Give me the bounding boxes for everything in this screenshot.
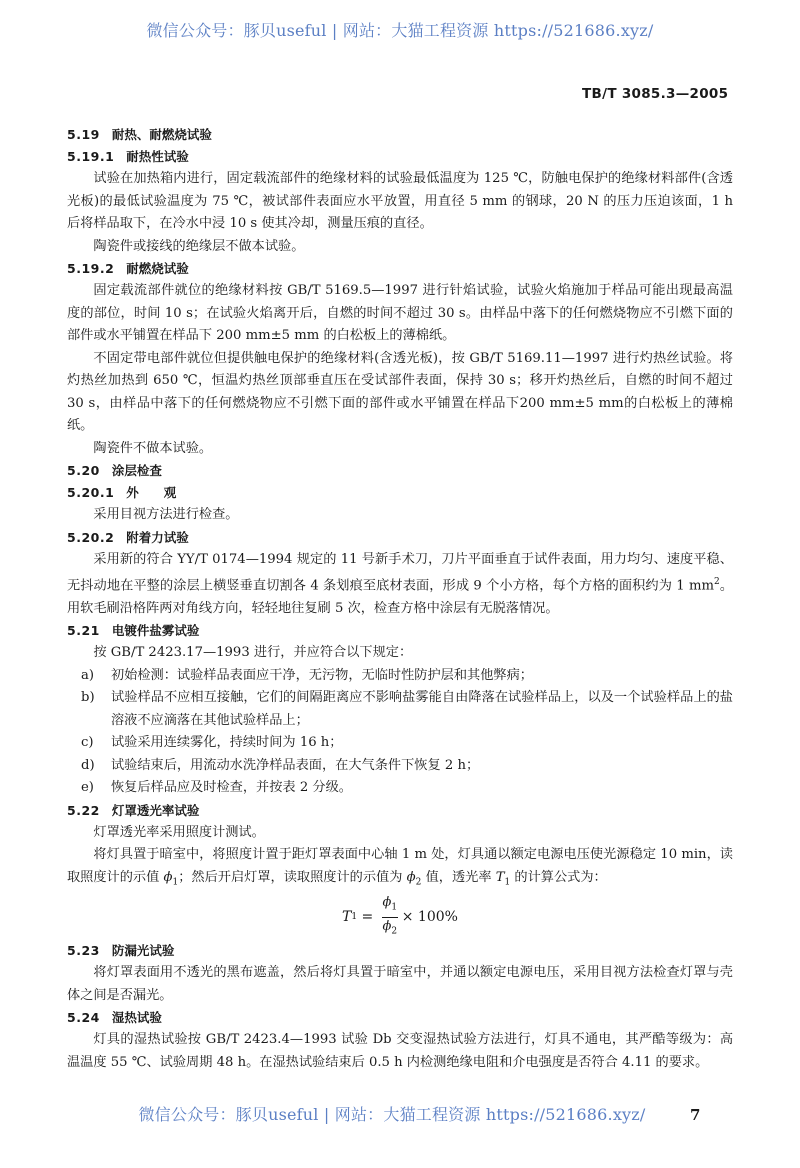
- list-item: b) 试验样品不应相互接触，它们的间隔距离应不影响盐雾能自由降落在试验样品上，以及一个试验样品上的盐溶液不应滴落在其他试验样品上；: [81, 690, 733, 728]
- heading-5-21: 5.21 电镀件盐雾试验: [67, 623, 200, 639]
- standard-code: TB/T 3085.3—2005: [582, 86, 729, 102]
- document-body: [67, 124, 733, 1074]
- paragraph: 陶瓷件或接线的绝缘层不做本试验。: [93, 238, 305, 254]
- heading-5-20-1: 5.20.1 外 观: [67, 485, 177, 500]
- paragraph: 灯具的湿热试验按 GB/T 2423.4—1993 试验 Db 交变湿热试验方法进行，灯具不通电，其严酷等级为：高温温度 55 ℃、试验周期 48 h。在湿热试验结束后 0.5 h 内检测绝缘电阻和介电强度是否符合 4.11 的要求。: [67, 1032, 733, 1070]
- heading-5-20: 5.20 涂层检查: [67, 463, 162, 478]
- list-item: c) 试验采用连续雾化，持续时间为 16 h；: [81, 735, 343, 751]
- paragraph: 试验在加热箱内进行，固定载流部件的绝缘材料的试验最低温度为 125 ℃，防触电保护的绝缘材料部件(含透光板)的最低试验温度为 75 ℃，被试部件表面应水平放置，用直径 5 mm 的钢球，20 N 的压力压迫该面，1 h 后将样品取下，在冷水中浸 10 s 使其冷却，测量压痕的直径。: [67, 171, 733, 231]
- heading-5-24: 5.24 湿热试验: [67, 1010, 162, 1026]
- list-item: a) 初始检测：试验样品表面应干净，无污物，无临时性防护层和其他弊病；: [81, 667, 533, 683]
- paragraph: 按 GB/T 2423.17—1993 进行，并应符合以下规定：: [93, 645, 413, 661]
- paragraph: 采用目视方法进行检查。: [93, 507, 239, 522]
- paragraph: 不固定带电部件就位但提供触电保护的绝缘材料(含透光板)，按 GB/T 5169.11—1997 进行灼热丝试验。将灼热丝加热到 650 ℃，恒温灼热丝顶部垂直压在受试部件表面，保持 30 s；移开灼热丝后，自燃的时间不超过 30 s，由样品中落下的任何燃烧物应不引燃下面的部件或水平铺置在样品下200 mm±5 mm的白松板上的薄棉纸。: [67, 350, 733, 433]
- heading-5-19-1: 5.19.1 耐热性试验: [67, 149, 189, 164]
- paragraph: 固定载流部件就位的绝缘材料按 GB/T 5169.5—1997 进行针焰试验，试验火焰施加于样品可能出现最高温度的部位，时间 10 s；在试验火焰离开后，自燃的时间不超过 30 s。由样品中落下的任何燃烧物应不引燃下面的部件或水平铺置在样品下 200 mm±5 mm 的白松板上的薄棉纸。: [67, 283, 733, 343]
- heading-5-19-2: 5.19.2 耐燃烧试验: [67, 261, 189, 276]
- heading-5-19: 5.19 耐热、耐燃烧试验: [67, 127, 212, 142]
- list-item: e) 恢复后样品应及时检查，并按表 2 分级。: [81, 780, 352, 796]
- heading-5-22: 5.22 灯罩透光率试验: [67, 802, 200, 818]
- paragraph: 采用新的符合 YY/T 0174—1994 规定的 11 号新手术刀，刀片平面垂直于试件表面，用力均匀、速度平稳、无抖动地在平整的涂层上横竖垂直切割各 4 条划痕至底材表面，形成 9 个小方格，每个方格的面积约为 1 $mm^2$。用软毛刷沿格阵两对角线方向，轻轻地往复刷 5 次，检查方格中涂层有无脱落情况。: [67, 551, 733, 616]
- paragraph: 灯罩透光率采用照度计测试。: [93, 824, 265, 840]
- fraction: $\frac{\phi_1}{\phi_2}$: [382, 894, 398, 937]
- watermark-top: 微信公众号：豚贝useful | 网站：大猫工程资源 https://521686.xyz/: [146, 21, 654, 40]
- paragraph: 将灯具置于暗室中，将照度计置于距灯罩表面中心轴 1 m 处，灯具通以额定电源电压使光源稳定 10 min，读取照度计的示值 $\phi_1$；然后开启灯罩，读取照度计的示值为 $\phi_2$ 值，透光率 $T_1$ 的计算公式为：: [67, 847, 733, 888]
- transmittance-formula: T 1 = $\frac{\phi_1}{\phi_2}$ × 100%: [67, 894, 733, 940]
- list-item: d) 试验结束后，用流动水洗净样品表面，在大气条件下恢复 2 h；: [81, 757, 480, 773]
- watermark-bottom: 微信公众号：豚贝useful | 网站：大猫工程资源 https://521686.xyz/: [138, 1105, 646, 1124]
- page-number: 7: [690, 1106, 701, 1124]
- heading-5-20-2: 5.20.2 附着力试验: [67, 529, 189, 545]
- paragraph: 陶瓷件不做本试验。: [93, 440, 213, 456]
- heading-5-23: 5.23 防漏光试验: [67, 943, 175, 959]
- paragraph: 将灯罩表面用不透光的黑布遮盖，然后将灯具置于暗室中，并通以额定电源电压，采用目视方法检查灯罩与壳体之间是否漏光。: [67, 965, 733, 1003]
